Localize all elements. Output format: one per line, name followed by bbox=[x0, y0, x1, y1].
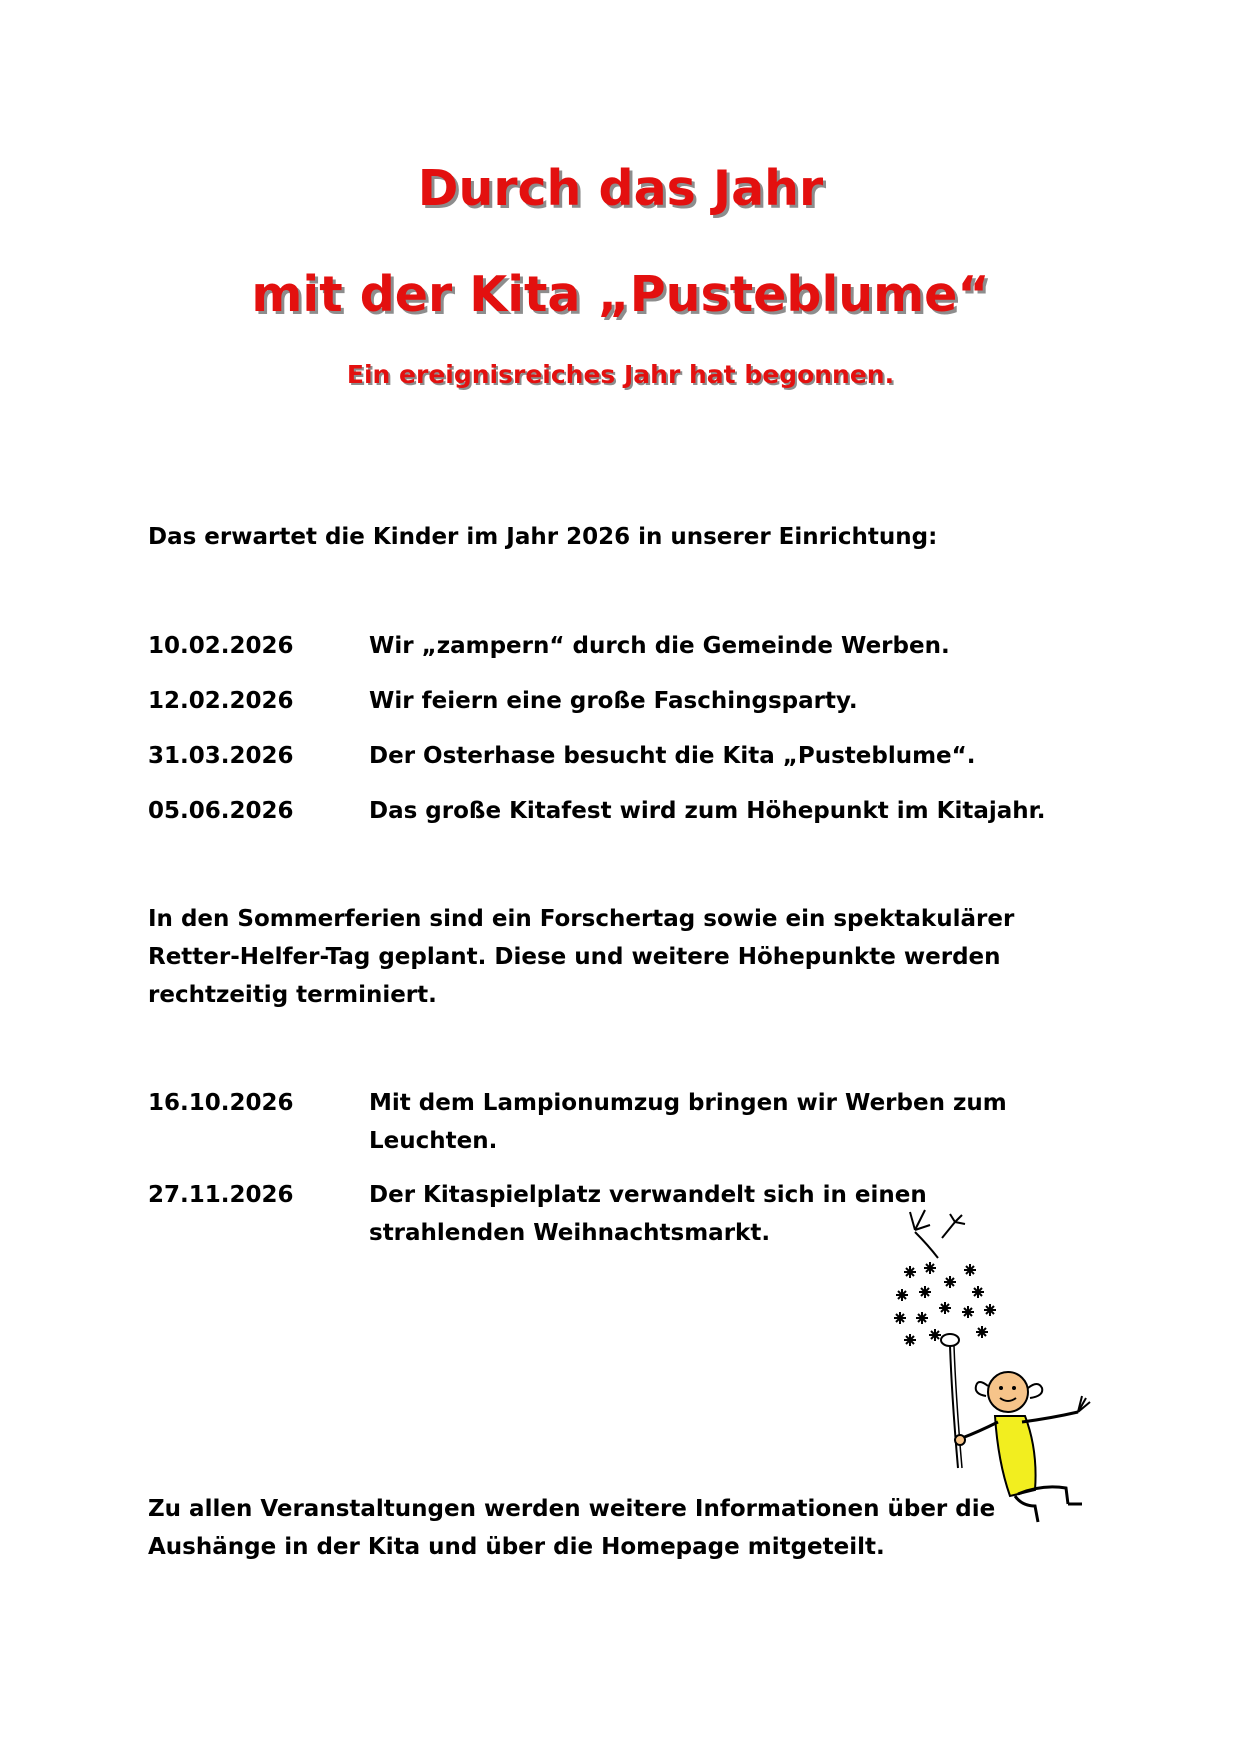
event-description-line: strahlenden Weihnachtsmarkt. bbox=[369, 1220, 771, 1246]
title-line-2: mit der Kita „Pusteblume“ bbox=[251, 266, 990, 323]
summer-line-3: rechtzeitig terminiert. bbox=[148, 982, 437, 1008]
dandelion-girl-icon bbox=[870, 1200, 1130, 1530]
event-description: Wir feiern eine große Faschingsparty. bbox=[369, 688, 858, 714]
closing-line-1: Zu allen Veranstaltungen werden weitere Informationen über die bbox=[148, 1496, 996, 1522]
event-description: Der Osterhase besucht die Kita „Pusteblume“. bbox=[369, 743, 976, 769]
event-date: 05.06.2026 bbox=[148, 798, 294, 824]
event-date: 27.11.2026 bbox=[148, 1182, 294, 1208]
event-description-line: Der Kitaspielplatz verwandelt sich in einen bbox=[369, 1182, 927, 1208]
closing-line-2: Aushänge in der Kita und über die Homepage mitgeteilt. bbox=[148, 1534, 885, 1560]
event-description-line: Mit dem Lampionumzug bringen wir Werben zum bbox=[369, 1090, 1007, 1116]
intro-text: Das erwartet die Kinder im Jahr 2026 in unserer Einrichtung: bbox=[148, 524, 938, 550]
title-line-1: Durch das Jahr bbox=[417, 160, 824, 217]
event-description: Wir „zampern“ durch die Gemeinde Werben. bbox=[369, 633, 950, 659]
closing-paragraph bbox=[148, 1490, 1078, 1566]
event-description bbox=[369, 1084, 1241, 1160]
summer-line-2: Retter-Helfer-Tag geplant. Diese und weitere Höhepunkte werden bbox=[148, 944, 1001, 970]
event-date: 31.03.2026 bbox=[148, 743, 294, 769]
event-date: 12.02.2026 bbox=[148, 688, 294, 714]
summer-line-1: In den Sommerferien sind ein Forschertag sowie ein spektakulärer bbox=[148, 906, 1015, 932]
event-description: Das große Kitafest wird zum Höhepunkt im Kitajahr. bbox=[369, 798, 1046, 824]
summer-paragraph bbox=[148, 900, 1078, 1014]
event-description-line: Leuchten. bbox=[369, 1128, 498, 1154]
subtitle: Ein ereignisreiches Jahr hat begonnen. bbox=[346, 360, 895, 389]
event-date: 10.02.2026 bbox=[148, 633, 294, 659]
event-date: 16.10.2026 bbox=[148, 1090, 294, 1116]
